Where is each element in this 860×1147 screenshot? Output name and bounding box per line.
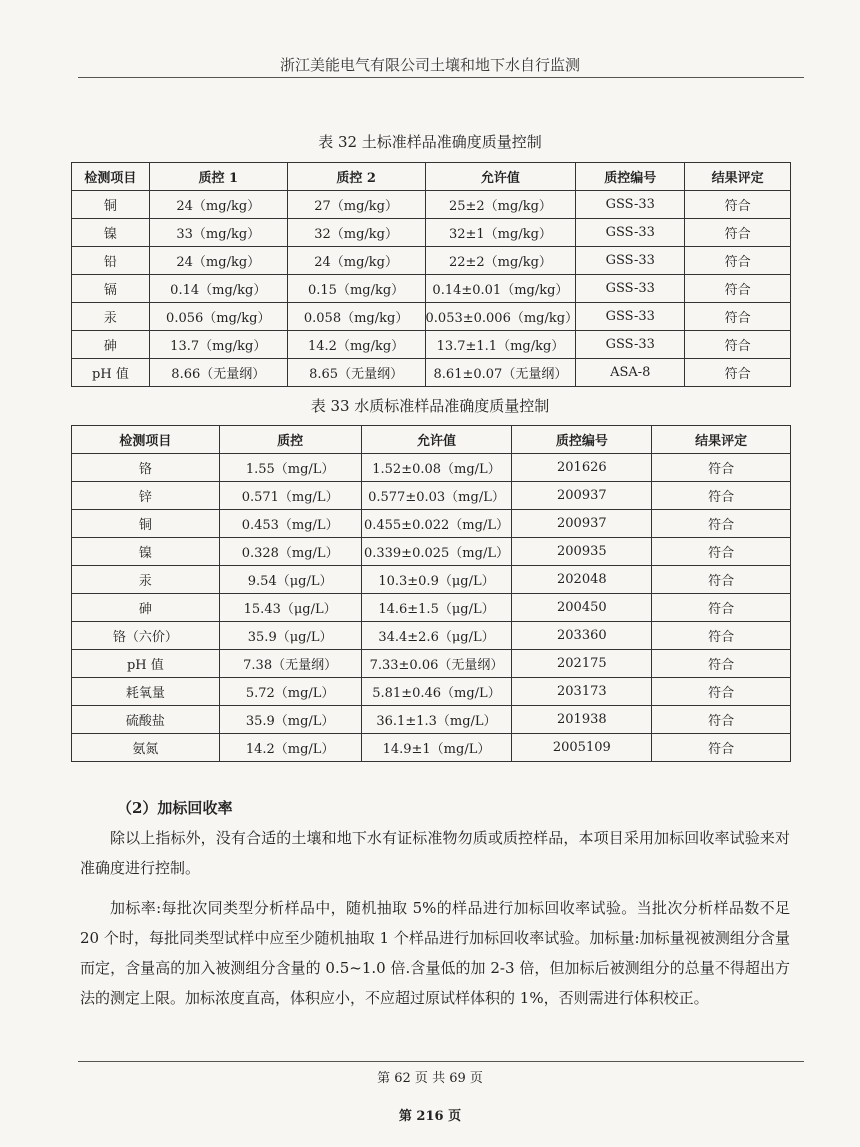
table-cell: 符合 xyxy=(652,734,791,762)
table-cell: GSS-33 xyxy=(576,247,685,275)
table-cell: 铜 xyxy=(72,191,150,219)
paragraph-2: 加标率:每批次同类型分析样品中，随机抽取 5%的样品进行加标回收率试验。当批次分析样品数不足 20 个时，每批同类型试样中应至少随机抽取 1 个样品进行加标回收率试验。加标量:加标量视被测组分含量而定，含量高的加入被测组分含量的 0.5~1.0 倍.含量低的加 2-3 倍，但加标后被测组分的总量不得超出方法的测定上限。加标浓度直高，体积应小，不应超过原试样体积的 1%，否则需进行体积校正。 xyxy=(80,899,790,1007)
table-cell: 200450 xyxy=(512,594,652,622)
table-cell: 镉 xyxy=(72,275,150,303)
table32-header-cell: 检测项目 xyxy=(72,163,150,191)
table-cell: 1.52±0.08（mg/L） xyxy=(361,454,512,482)
table-cell: 32（mg/kg） xyxy=(287,219,425,247)
table-cell: 符合 xyxy=(652,510,791,538)
table-cell: 24（mg/kg） xyxy=(149,191,287,219)
table32-header-cell: 允许值 xyxy=(425,163,576,191)
table-cell: 2005109 xyxy=(512,734,652,762)
table-cell: 符合 xyxy=(685,331,791,359)
table-cell: 14.6±1.5（μg/L） xyxy=(361,594,512,622)
table-row xyxy=(72,622,791,650)
table-cell: 符合 xyxy=(685,303,791,331)
table32-header-cell: 质控 2 xyxy=(287,163,425,191)
table-cell: 锌 xyxy=(72,482,220,510)
table-cell: 203360 xyxy=(512,622,652,650)
table-cell: 耗氧量 xyxy=(72,678,220,706)
table-cell: 符合 xyxy=(652,538,791,566)
table-row xyxy=(72,538,791,566)
table-cell: 0.328（mg/L） xyxy=(219,538,361,566)
table-cell: 0.053±0.006（mg/kg） xyxy=(425,303,576,331)
table-cell: 砷 xyxy=(72,594,220,622)
table33-header-cell: 检测项目 xyxy=(72,426,220,454)
table32-header-row xyxy=(72,163,791,191)
table-cell: 0.15（mg/kg） xyxy=(287,275,425,303)
table-cell: 14.9±1（mg/L） xyxy=(361,734,512,762)
table-cell: 7.33±0.06（无量纲） xyxy=(361,650,512,678)
table-cell: 200937 xyxy=(512,482,652,510)
table-cell: 10.3±0.9（μg/L） xyxy=(361,566,512,594)
table-cell: 200935 xyxy=(512,538,652,566)
table-cell: GSS-33 xyxy=(576,331,685,359)
table-cell: 0.14（mg/kg） xyxy=(149,275,287,303)
table-row xyxy=(72,482,791,510)
table-cell: 符合 xyxy=(652,454,791,482)
table32-header-cell: 结果评定 xyxy=(685,163,791,191)
table33-header-row xyxy=(72,426,791,454)
table-cell: 5.72（mg/L） xyxy=(219,678,361,706)
table-cell: 符合 xyxy=(652,650,791,678)
table-cell: 符合 xyxy=(652,622,791,650)
table-cell: 27（mg/kg） xyxy=(287,191,425,219)
table32-header-cell: 质控 1 xyxy=(149,163,287,191)
table-row xyxy=(72,191,791,219)
table-row xyxy=(72,247,791,275)
table-cell: 24（mg/kg） xyxy=(287,247,425,275)
table-cell: 铅 xyxy=(72,247,150,275)
table-cell: 0.577±0.03（mg/L） xyxy=(361,482,512,510)
table33-header-cell: 质控 xyxy=(219,426,361,454)
table-cell: ASA-8 xyxy=(576,359,685,387)
table-cell: 203173 xyxy=(512,678,652,706)
table-cell: 符合 xyxy=(652,706,791,734)
table-cell: 33（mg/kg） xyxy=(149,219,287,247)
table-row xyxy=(72,678,791,706)
table-row xyxy=(72,219,791,247)
table-cell: 35.9（μg/L） xyxy=(219,622,361,650)
table-cell: 符合 xyxy=(652,678,791,706)
table-cell: 符合 xyxy=(685,359,791,387)
table-cell: 符合 xyxy=(685,275,791,303)
table-row xyxy=(72,594,791,622)
table-row xyxy=(72,331,791,359)
table-row xyxy=(72,454,791,482)
table-cell: 5.81±0.46（mg/L） xyxy=(361,678,512,706)
table-cell: pH 值 xyxy=(72,650,220,678)
table33-header-cell: 质控编号 xyxy=(512,426,652,454)
table-cell: 铬（六价） xyxy=(72,622,220,650)
table-cell: GSS-33 xyxy=(576,303,685,331)
table-cell: 8.61±0.07（无量纲） xyxy=(425,359,576,387)
table-cell: 符合 xyxy=(685,247,791,275)
table-cell: 7.38（无量纲） xyxy=(219,650,361,678)
table-row xyxy=(72,650,791,678)
table-cell: 8.66（无量纲） xyxy=(149,359,287,387)
table-cell: 0.14±0.01（mg/kg） xyxy=(425,275,576,303)
table32-header-cell: 质控编号 xyxy=(576,163,685,191)
table-cell: 1.55（mg/L） xyxy=(219,454,361,482)
table-cell: pH 值 xyxy=(72,359,150,387)
table-cell: GSS-33 xyxy=(576,219,685,247)
table-cell: 22±2（mg/kg） xyxy=(425,247,576,275)
table-cell: 201938 xyxy=(512,706,652,734)
table-cell: GSS-33 xyxy=(576,191,685,219)
table-cell: 35.9（mg/L） xyxy=(219,706,361,734)
table-cell: 0.453（mg/L） xyxy=(219,510,361,538)
table-cell: 13.7±1.1（mg/kg） xyxy=(425,331,576,359)
table-cell: 汞 xyxy=(72,566,220,594)
table32 xyxy=(71,162,791,387)
table-cell: 201626 xyxy=(512,454,652,482)
page-number: 第 62 页 共 69 页 xyxy=(377,1071,483,1086)
table-cell: 14.2（mg/kg） xyxy=(287,331,425,359)
table-cell: 15.43（μg/L） xyxy=(219,594,361,622)
table32-caption: 表 32 土标准样品准确度质量控制 xyxy=(318,133,542,151)
page-stamp: 第 216 页 xyxy=(398,1109,462,1124)
table-cell: GSS-33 xyxy=(576,275,685,303)
header-divider xyxy=(78,77,804,78)
table-row xyxy=(72,706,791,734)
table-cell: 32±1（mg/kg） xyxy=(425,219,576,247)
table-cell: 0.571（mg/L） xyxy=(219,482,361,510)
table-cell: 符合 xyxy=(652,566,791,594)
table-row xyxy=(72,303,791,331)
table33-header-cell: 结果评定 xyxy=(652,426,791,454)
table-row xyxy=(72,566,791,594)
table-cell: 汞 xyxy=(72,303,150,331)
table-cell: 镍 xyxy=(72,538,220,566)
table-row xyxy=(72,734,791,762)
table-cell: 0.058（mg/kg） xyxy=(287,303,425,331)
table-cell: 符合 xyxy=(685,219,791,247)
footer-divider xyxy=(78,1061,804,1062)
page-header: 浙江美能电气有限公司土壤和地下水自行监测 xyxy=(279,56,580,74)
table-cell: 符合 xyxy=(685,191,791,219)
table-row xyxy=(72,275,791,303)
table-cell: 8.65（无量纲） xyxy=(287,359,425,387)
table-cell: 0.339±0.025（mg/L） xyxy=(361,538,512,566)
table-row xyxy=(72,510,791,538)
table33-caption: 表 33 水质标准样品准确度质量控制 xyxy=(310,397,550,415)
table-cell: 200937 xyxy=(512,510,652,538)
table-cell: 13.7（mg/kg） xyxy=(149,331,287,359)
table-cell: 镍 xyxy=(72,219,150,247)
table-cell: 硫酸盐 xyxy=(72,706,220,734)
table-cell: 202175 xyxy=(512,650,652,678)
table-cell: 36.1±1.3（mg/L） xyxy=(361,706,512,734)
table-row xyxy=(72,359,791,387)
table-cell: 符合 xyxy=(652,482,791,510)
table-cell: 25±2（mg/kg） xyxy=(425,191,576,219)
table-cell: 砷 xyxy=(72,331,150,359)
paragraph-1: 除以上指标外，没有合适的土壤和地下水有证标准物勿质或质控样品，本项目采用加标回收率试验来对准确度进行控制。 xyxy=(80,829,790,877)
table-cell: 铬 xyxy=(72,454,220,482)
table-cell: 0.056（mg/kg） xyxy=(149,303,287,331)
section-title: （2）加标回收率 xyxy=(117,799,233,817)
table-cell: 符合 xyxy=(652,594,791,622)
table-cell: 202048 xyxy=(512,566,652,594)
table-cell: 铜 xyxy=(72,510,220,538)
table-cell: 34.4±2.6（μg/L） xyxy=(361,622,512,650)
table33-header-cell: 允许值 xyxy=(361,426,512,454)
table-cell: 9.54（μg/L） xyxy=(219,566,361,594)
table-cell: 0.455±0.022（mg/L） xyxy=(361,510,512,538)
table33 xyxy=(71,425,791,762)
table-cell: 氨氮 xyxy=(72,734,220,762)
table-cell: 24（mg/kg） xyxy=(149,247,287,275)
table-cell: 14.2（mg/L） xyxy=(219,734,361,762)
